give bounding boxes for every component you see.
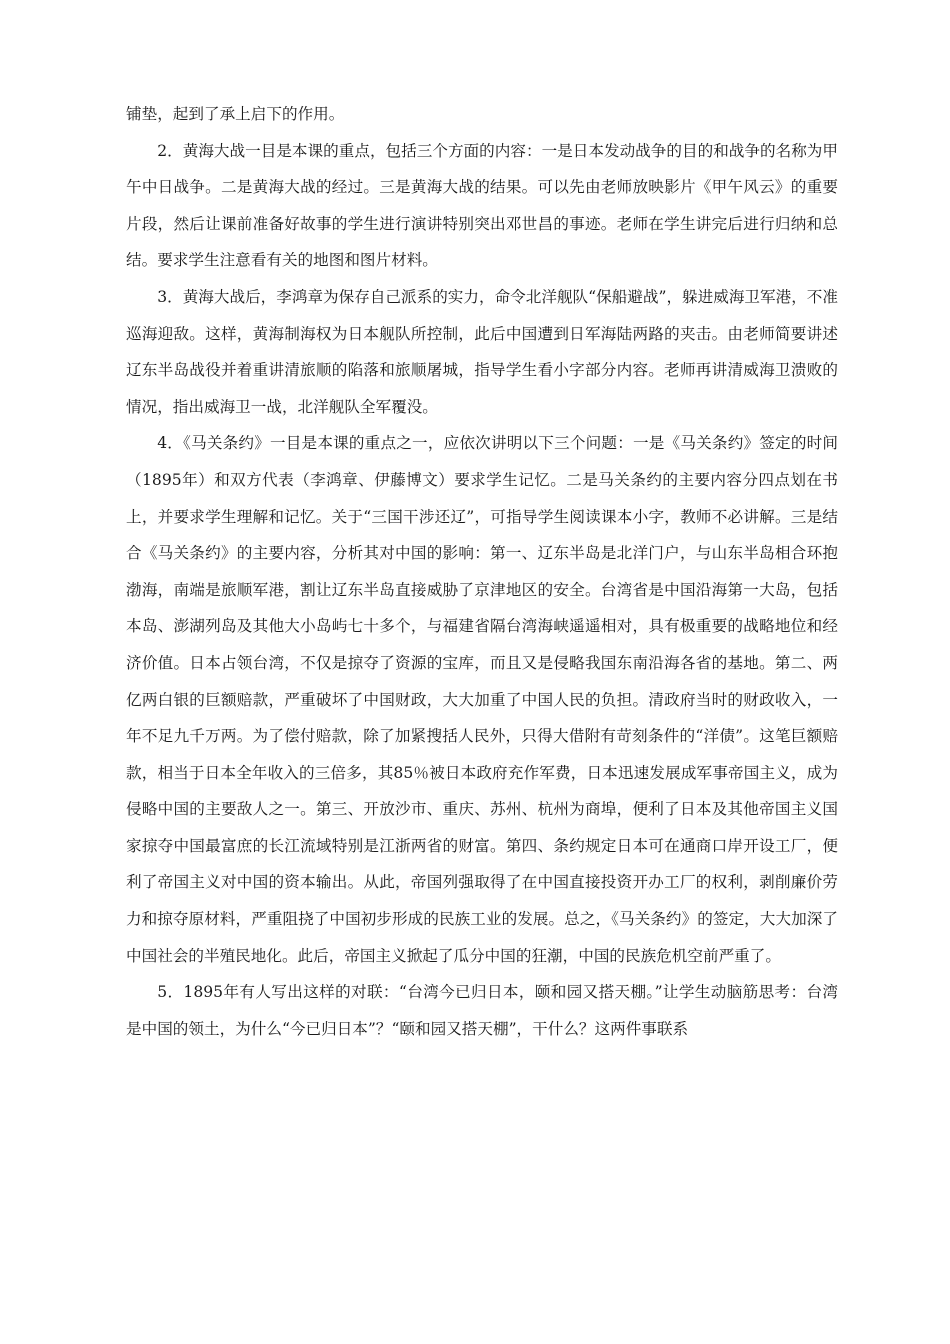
paragraph-continuation: 铺垫，起到了承上启下的作用。 <box>126 105 345 123</box>
paragraph-item-4: 4．《马关条约》一目是本课的重点之一，应依次讲明以下三个问题：一是《马关条约》签定的时间（1895年）和双方代表（李鸿章、伊藤博文）要求学生记忆。二是马关条约的主要内容分四点划在书上，并要求学生理解和记忆。关于“三国干涉还辽”，可指导学生阅读课本小字，教师不必讲解。三是结合《马关条约》的主要内容，分析其对中国的影响：第一、辽东半岛是北洋门户，与山东半岛相合环抱渤海，南端是旅顺军港，割让辽东半岛直接威胁了京津地区的安全。台湾省是中国沿海第一大岛，包括本岛、澎湖列岛及其他大小岛屿七十多个，与福建省隔台湾海峡遥遥相对，具有极重要的战略地位和经济价值。日本占领台湾，不仅是掠夺了资源的宝库，而且又是侵略我国东南沿海各省的基地。第二、两亿两白银的巨额赔款，严重破坏了中国财政，大大加重了中国人民的负担。清政府当时的财政收入，一年不足九千万两。为了偿付赔款，除了加紧搜括人民外，只得大借附有苛刻条件的“洋债”。这笔巨额赔款，相当于日本全年收入的三倍多，其85％被日本政府充作军费，日本迅速发展成军事帝国主义，成为侵略中国的主要敌人之一。第三、开放沙市、重庆、苏州、杭州为商埠，便利了日本及其他帝国主义国家掠夺中国最富庶的长江流域特别是江浙两省的财富。第四、条约规定日本可在通商口岸开设工厂，便利了帝国主义对中国的资本输出。从此，帝国列强取得了在中国直接投资开办工厂的权利，剥削廉价劳力和掠夺原材料，严重阻挠了中国初步形成的民族工业的发展。总之，《马关条约》的签定，大大加深了中国社会的半殖民地化。此后，帝国主义掀起了瓜分中国的狂潮，中国的民族危机空前严重了。 <box>126 434 838 965</box>
document-body <box>126 96 838 1047</box>
paragraph-item-2: 2．黄海大战一目是本课的重点，包括三个方面的内容：一是日本发动战争的目的和战争的名称为甲午中日战争。二是黄海大战的经过。三是黄海大战的结果。可以先由老师放映影片《甲午风云》的重要片段，然后让课前准备好故事的学生进行演讲特别突出邓世昌的事迹。老师在学生讲完后进行归纳和总结。要求学生注意看有关的地图和图片材料。 <box>126 141 838 270</box>
paragraph-item-3: 3．黄海大战后，李鸿章为保存自己派系的实力，命令北洋舰队“保船避战”，躲进威海卫军港，不准巡海迎敌。这样，黄海制海权为日本舰队所控制，此后中国遭到日军海陆两路的夹击。由老师简要讲述辽东半岛战役并着重讲清旅顺的陷落和旅顺屠城，指导学生看小字部分内容。老师再讲清威海卫溃败的情况，指出威海卫一战，北洋舰队全军覆没。 <box>126 287 838 416</box>
paragraph-item-5: 5．1895年有人写出这样的对联：“台湾今已归日本，颐和园又搭天棚。”让学生动脑筋思考：台湾是中国的领土，为什么“今已归日本”？“颐和园又搭天棚”，干什么？这两件事联系 <box>126 983 838 1038</box>
